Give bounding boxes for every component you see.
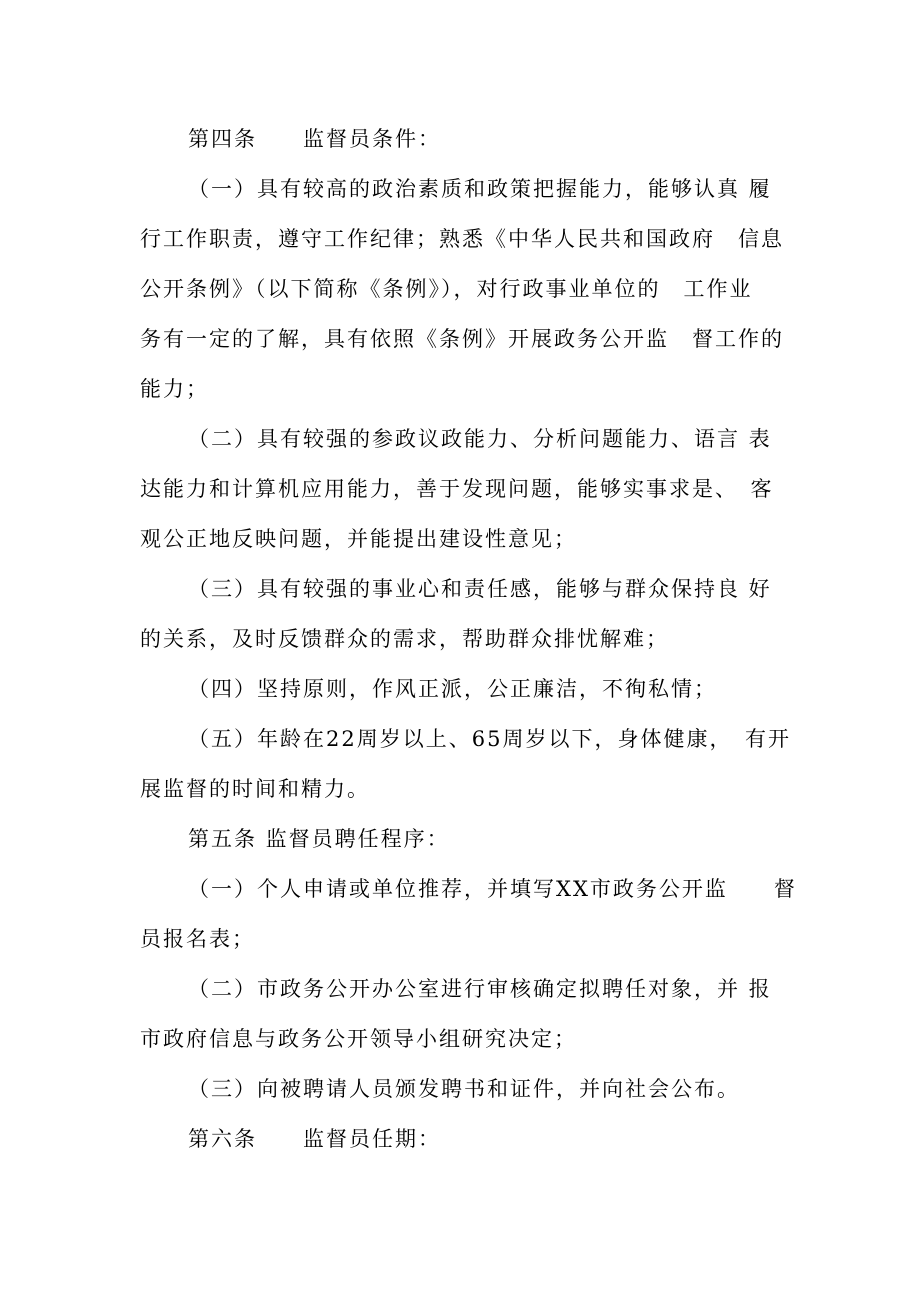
paragraph-line: （三）向被聘请人员颁发聘书和证件，并向社会公布。: [188, 1077, 740, 1101]
paragraph-line: 观公正地反映问题，并能提出建设性意见；: [140, 527, 577, 551]
paragraph-line: （二）市政务公开办公室进行审核确定拟聘任对象，并 报: [188, 977, 772, 1001]
paragraph-line: （四）坚持原则，作风正派，公正廉洁，不徇私情；: [188, 677, 717, 701]
paragraph-line: 达能力和计算机应用能力，善于发现问题，能够实事求是、 客: [140, 477, 774, 501]
article-6-heading: 第六条 监督员任期：: [188, 1127, 441, 1151]
article-4-heading: 第四条 监督员条件：: [188, 127, 441, 151]
paragraph-line: （二）具有较强的参政议政能力、分析问题能力、语言 表: [188, 427, 772, 451]
paragraph-line: 务有一定的了解，具有依照《条例》开展政务公开监 督工作的: [140, 327, 784, 351]
paragraph-line: （五）年龄在22周岁以上、65周岁以下，身体健康， 有开: [188, 727, 791, 751]
article-5-heading: 第五条 监督员聘任程序：: [188, 827, 450, 851]
paragraph-line: 公开条例》（以下简称《条例》），对行政事业单位的 工作业: [140, 277, 753, 301]
paragraph-line: 员报名表；: [140, 927, 255, 951]
paragraph-line: （三）具有较强的事业心和责任感，能够与群众保持良 好: [188, 577, 772, 601]
paragraph-line: 市政府信息与政务公开领导小组研究决定；: [140, 1027, 577, 1051]
paragraph-line: 展监督的时间和精力。: [140, 777, 370, 801]
paragraph-line: 的关系，及时反馈群众的需求，帮助群众排忧解难；: [140, 627, 669, 651]
paragraph-line: 行工作职责，遵守工作纪律；熟悉《中华人民共和国政府 信息: [140, 227, 784, 251]
paragraph-line: 能力；: [140, 377, 209, 401]
paragraph-line: （一）个人申请或单位推荐，并填写XX市政务公开监 督: [188, 877, 797, 901]
paragraph-line: （一）具有较高的政治素质和政策把握能力，能够认真 履: [188, 177, 772, 201]
